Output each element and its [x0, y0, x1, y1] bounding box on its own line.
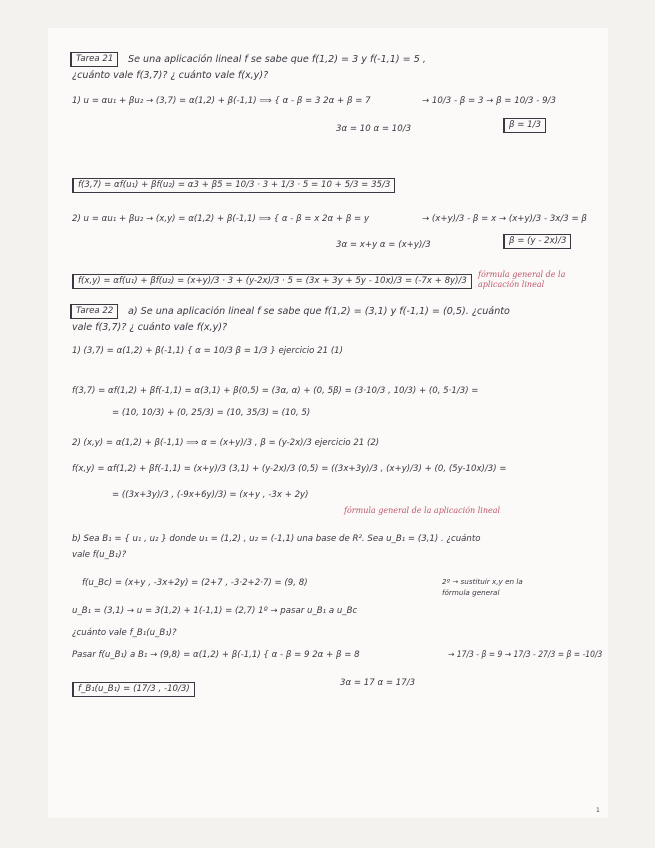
t21-part1-beta: → 10/3 - β = 3 → β = 10/3 - 9/3 [422, 96, 556, 106]
t22-b-line1: b) Sea B₁ = { u₁ , u₂ } donde u₁ = (1,2) , u₂ = (-1,1) una base de R². Sea u_B₁ = (3,1) . ¿cuánto [72, 534, 481, 544]
t22-b-change-basis: u_B₁ = (3,1) → u = 3(1,2) + 1(-1,1) = (2,7) 1º → pasar u_B₁ a u_Bc [72, 606, 358, 616]
t22-result2-line1: f(x,y) = αf(1,2) + βf(-1,1) = (x+y)/3 (3,1) + (y-2x)/3 (0,5) = ((3x+3y)/3 , (x+y)/3) + (0, (5y-10x)/3) = [72, 464, 507, 474]
t22-b-step2-note: 2º → sustituir x,y en la fórmula general [442, 577, 523, 597]
tarea-22-title: Tarea 22 [70, 304, 118, 319]
t21-part2-system: 2) u = αu₁ + βu₂ → (x,y) = α(1,2) + β(-1,1) ⟹ { α - β = x 2α + β = y [72, 214, 370, 224]
t21-part2-alpha: 3α = x+y α = (x+y)/3 [336, 240, 431, 250]
t22-result1-line2: = (10, 10/3) + (0, 25/3) = (10, 35/3) = (10, 5) [112, 408, 311, 418]
t21-question-line1: Se una aplicación lineal f se sabe que f(1,2) = 3 y f(-1,1) = 5 , [128, 54, 426, 65]
t22-b-system: Pasar f(u_B₁) a B₁ → (9,8) = α(1,2) + β(-1,1) { α - β = 9 2α + β = 8 [72, 650, 360, 660]
t22-result1-line1: f(3,7) = αf(1,2) + βf(-1,1) = α(3,1) + β(0,5) = (3α, α) + (0, 5β) = (3·10/3 , 10/3) + (0, 5·1/3) = [72, 386, 479, 396]
t22-question-line2: vale f(3,7)? ¿ cuánto vale f(x,y)? [72, 322, 228, 333]
t21-part1-alpha: 3α = 10 α = 10/3 [336, 124, 412, 134]
t21-part2-beta: → (x+y)/3 - β = x → (x+y)/3 - 3x/3 = β [422, 214, 587, 224]
t21-question-line2: ¿cuánto vale f(3,7)? ¿ cuánto vale f(x,y)? [72, 70, 269, 81]
t21-result-f37: f(3,7) = αf(u₁) + βf(u₂) = α3 + β5 = 10/3 · 3 + 1/3 · 5 = 10 + 5/3 = 35/3 [72, 178, 395, 193]
t21-result-fxy: f(x,y) = αf(u₁) + βf(u₂) = (x+y)/3 · 3 + (y-2x)/3 · 5 = (3x + 3y + 5y - 10x)/3 = (-7x + 8y)/3 [72, 274, 472, 289]
tarea-21-title: Tarea 21 [70, 52, 118, 67]
t22-b-alpha: 3α = 17 α = 17/3 [340, 678, 416, 688]
t22-question-line1: a) Se una aplicación lineal f se sabe que f(1,2) = (3,1) y f(-1,1) = (0,5). ¿cuánto [128, 306, 510, 317]
t22-result2-line2: = ((3x+3y)/3 , (-9x+6y)/3) = (x+y , -3x + 2y) [112, 490, 309, 500]
page-number: 1 [596, 807, 600, 814]
t21-note: fórmula general de la aplicación lineal [478, 270, 566, 289]
t22-b-line2: vale f(u_B₁)? [72, 550, 127, 560]
t22-b-fuBc: f(u_Bc) = (x+y , -3x+2y) = (2+7 , -3·2+2·7) = (9, 8) [82, 578, 308, 588]
t22-part1-coeffs: 1) (3,7) = α(1,2) + β(-1,1) { α = 10/3 β = 1/3 } ejercicio 21 (1) [72, 346, 343, 356]
t22-part2-coeffs: 2) (x,y) = α(1,2) + β(-1,1) ⟹ α = (x+y)/3 , β = (y-2x)/3 ejercicio 21 (2) [72, 438, 380, 448]
t22-b-question: ¿cuánto vale f_B₁(u_B₁)? [72, 628, 177, 638]
t22-note: fórmula general de la aplicación lineal [344, 506, 501, 515]
notebook-page [48, 28, 608, 818]
t22-b-beta: → 17/3 - β = 9 → 17/3 - 27/3 = β = -10/3 [448, 650, 603, 660]
t21-part2-beta-result: β = (y - 2x)/3 [503, 234, 571, 249]
t22-b-final-result: f_B₁(u_B₁) = (17/3 , -10/3) [72, 682, 195, 697]
t21-part1-system: 1) u = αu₁ + βu₂ → (3,7) = α(1,2) + β(-1,1) ⟹ { α - β = 3 2α + β = 7 [72, 96, 371, 106]
t21-part1-beta-result: β = 1/3 [503, 118, 546, 133]
